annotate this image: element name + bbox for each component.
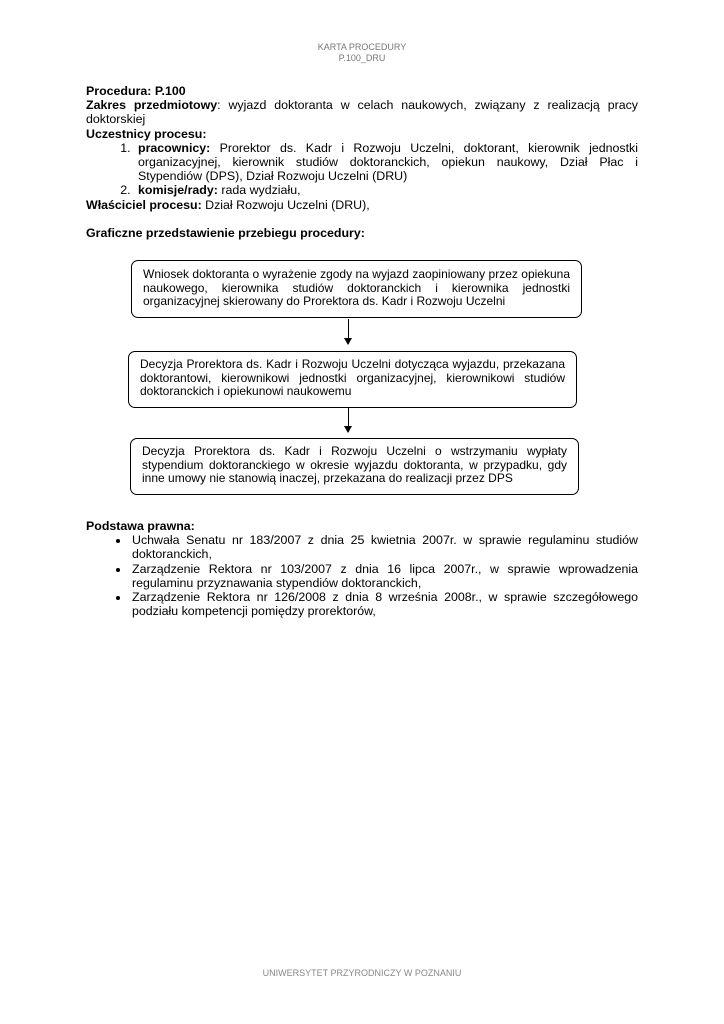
flow-arrow-2 (348, 408, 349, 432)
owner-paragraph (86, 198, 638, 212)
legal-basis-item: • Uchwała Senatu nr 183/2007 z dnia 25 kwietnia 2007r. w sprawie regulaminu studiów doktoranckich, (130, 533, 638, 561)
owner-text: Dział Rozwoju Uczelni (DRU), (201, 197, 370, 212)
scope-paragraph (86, 98, 638, 126)
participants-item-label: pracownicy: (138, 140, 211, 155)
legal-basis (86, 519, 638, 618)
page-header (0, 42, 724, 64)
procedure-details (86, 84, 638, 240)
flow-step-1-box: Wniosek doktoranta o wyrażenie zgody na wyjazd zaopiniowany przez opiekuna naukowego, kierownika studiów doktoranckich i kierownika jednostki organizacyjnej skierowany do Prorektora ds. Kadr i Rozwoju Uczelni (131, 260, 582, 318)
procedure-label: Procedura: P.100 (86, 84, 186, 98)
flow-step-3-box: Decyzja Prorektora ds. Kadr i Rozwoju Uczelni o wstrzymaniu wypłaty stypendium doktoranckiego w okresie wyjazdu doktoranta, w przypadku, gdy inne umowy nie stanowią inaczej, przekazana do realizacji przez DPS (130, 438, 579, 495)
legal-basis-label: Podstawa prawna: (86, 519, 195, 533)
participants-list (86, 141, 638, 198)
scope-text: : wyjazd doktoranta w celach naukowych, związany z realizacją pracy doktorskiej (86, 98, 639, 127)
flow-step-2-box: Decyzja Prorektora ds. Kadr i Rozwoju Uczelni dotycząca wyjazdu, przekazana doktorantowi, kierownikowi jednostki organizacyjnej, kierownikowi studiów doktoranckich i opiekunowi naukowemu (128, 351, 577, 408)
participants-item (134, 141, 638, 184)
page-footer: UNIWERSYTET PRZYRODNICZY W POZNANIU (262, 968, 462, 978)
legal-basis-list (86, 533, 638, 618)
scope-label: Zakres przedmiotowy (86, 98, 218, 113)
graphic-title: Graficzne przedstawienie przebiegu procedury: (86, 225, 365, 240)
flow-arrow-1 (348, 319, 349, 344)
participants-item-label: komisje/rady: (138, 183, 218, 198)
header-title: KARTA PROCEDURY (317, 42, 407, 52)
participants-item-text: Prorektor ds. Kadr i Rozwoju Uczelni, doktorant, kierownik jednostki organizacyjnej, kierownik studiów doktoranckich, opiekun naukowy, Dział Płac i Stypendiów (DPS), Dział Rozwoju Uczelni (DRU) (138, 140, 638, 184)
participants-item-text: rada wydziału, (217, 183, 301, 198)
legal-basis-item: • Zarządzenie Rektora nr 126/2008 z dnia 8 września 2008r., w sprawie szczegółowego podziału kompetencji pomiędzy prorektorów, (130, 590, 638, 618)
participants-label: Uczestnicy procesu: (86, 126, 207, 141)
owner-label: Właściciel procesu: (86, 197, 202, 212)
legal-basis-item: • Zarządzenie Rektora nr 103/2007 z dnia 16 lipca 2007r., w sprawie wprowadzenia regulaminu przyznawania stypendiów doktoranckich, (130, 562, 638, 590)
header-code: P.100_DRU (338, 53, 386, 63)
participants-item (134, 183, 638, 197)
